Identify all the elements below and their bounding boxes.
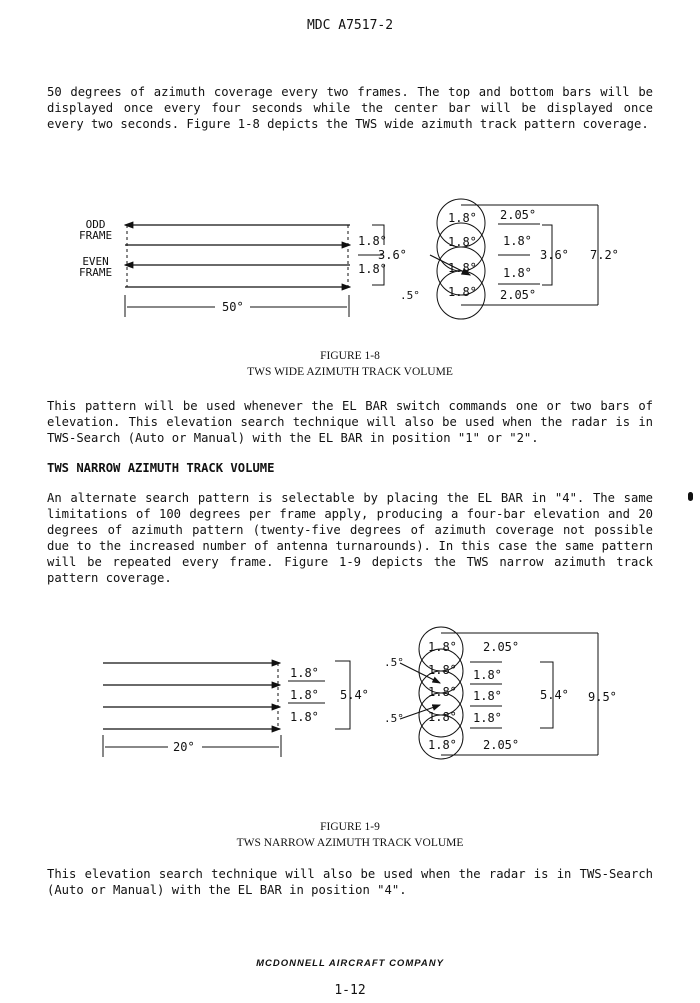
fig9-overlap-bottom-label: .5° (384, 712, 404, 725)
fig8-right-mid1-label: 1.8° (503, 234, 532, 248)
even-label: EVEN (82, 255, 109, 268)
paragraph-el-bar: This pattern will be used whenever the EL BAR switch commands one or two bars of elevation. This elevation search technique will also be used when the radar is in TWS-Search (Auto or Manual) with the EL BAR in position "1" or "2". (47, 399, 653, 445)
fig9-total-outer: 9.5° (588, 690, 617, 704)
fig9-right-3-label: 1.8° (473, 711, 502, 725)
company-footer: MCDONNELL AIRCRAFT COMPANY (256, 958, 444, 969)
fig9-az-width-label: 20° (173, 740, 195, 754)
fig8-odd-frame-label (79, 219, 112, 241)
fig8-circle-top-label: 1.8° (448, 211, 477, 225)
odd-frame-label: FRAME (79, 229, 113, 242)
fig8-right-mid2-label: 1.8° (503, 266, 532, 280)
fig9-circle-3-label: 1.8° (428, 685, 457, 699)
fig8-even-frame-label (79, 256, 112, 278)
fig8-total-left: 3.6° (378, 248, 407, 262)
fig8-overlap-label: .5° (400, 289, 420, 302)
fig9-overlap-top-label: .5° (384, 656, 404, 669)
odd-label: ODD (85, 218, 106, 231)
fig9-right-top-label: 2.05° (483, 640, 520, 654)
fig8-total-outer: 7.2° (590, 248, 619, 262)
figure-1-9-number: FIGURE 1-9 (320, 821, 380, 833)
page-number: 1-12 (334, 983, 366, 998)
figure-1-9-diagram (0, 625, 700, 770)
fig9-circle-1-label: 1.8° (428, 640, 457, 654)
fig8-right-bottom-label: 2.05° (500, 288, 537, 302)
document-number: MDC A7517-2 (306, 18, 394, 33)
fig8-bar-spacing-2: 1.8° (358, 262, 387, 276)
figure-1-8-number: FIGURE 1-8 (320, 350, 380, 362)
paragraph-el-bar-4: This elevation search technique will also be used when the radar is in TWS-Search (Auto or Manual) with the EL BAR in position "4". (47, 867, 653, 897)
even-frame-label: FRAME (79, 266, 113, 279)
fig8-circle-mid1-label: 1.8° (448, 235, 477, 249)
fig8-bar-spacing-1: 1.8° (358, 234, 387, 248)
fig8-circle-bottom-label: 1.8° (448, 285, 477, 299)
figure-1-9-title: TWS NARROW AZIMUTH TRACK VOLUME (236, 837, 464, 849)
paragraph-narrow-pattern: An alternate search pattern is selectable by placing the EL BAR in "4". The same limitations of 100 degrees per frame apply, producing a four-bar elevation and 20 degrees of azimuth pattern (twenty-five degrees of azimuth coverage not possible due to the increased number of antenna turnarounds). In this case the same pattern will be repeated every frame. Figure 1-9 depicts the TWS narrow azimuth track pattern coverage. (47, 491, 653, 585)
figure-1-8-title: TWS WIDE AZIMUTH TRACK VOLUME (247, 366, 453, 378)
fig9-bar-2-label: 1.8° (290, 688, 319, 702)
fig9-bar-1-label: 1.8° (290, 666, 319, 680)
fig9-bar-3-label: 1.8° (290, 710, 319, 724)
figure-1-8-caption (0, 348, 700, 380)
intro-paragraph: 50 degrees of azimuth coverage every two frames. The top and bottom bars will be displayed once every four seconds while the center bar will be displayed once every two seconds. Figure 1-8 depicts the TWS wide azimuth track pattern coverage. (47, 85, 653, 131)
fig9-total-left: 5.4° (340, 688, 369, 702)
fig8-circle-mid2-label: 1.8° (448, 261, 477, 275)
fig8-total-inner: 3.6° (540, 248, 569, 262)
fig8-az-width-label: 50° (222, 300, 244, 314)
fig9-right-1-label: 1.8° (473, 668, 502, 682)
fig9-circle-4-label: 1.8° (428, 710, 457, 724)
fig9-circle-5-label: 1.8° (428, 738, 457, 752)
section-heading: TWS NARROW AZIMUTH TRACK VOLUME (47, 461, 275, 475)
fig9-circle-2-label: 1.8° (428, 663, 457, 677)
fig9-total-inner: 5.4° (540, 688, 569, 702)
revision-mark (688, 492, 693, 501)
fig9-right-bottom-label: 2.05° (483, 738, 520, 752)
fig8-right-top-label: 2.05° (500, 208, 537, 222)
fig9-right-2-label: 1.8° (473, 689, 502, 703)
figure-1-9-caption (0, 819, 700, 851)
